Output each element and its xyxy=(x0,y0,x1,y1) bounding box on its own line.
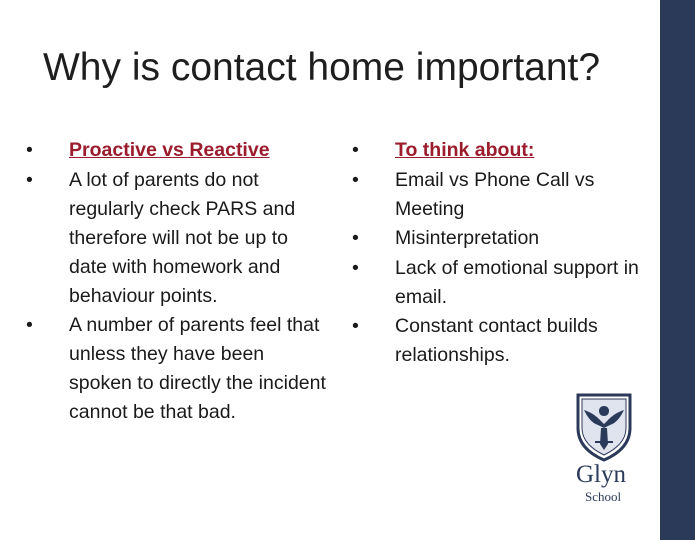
right-heading-item xyxy=(352,136,642,165)
bullet-icon: • xyxy=(352,256,359,279)
bullet-icon: • xyxy=(352,168,359,191)
bullet-icon: • xyxy=(352,139,359,161)
list-item-text: Email vs Phone Call vs Meeting xyxy=(395,168,595,220)
side-accent-bar xyxy=(660,0,695,540)
bullet-icon: • xyxy=(352,315,359,338)
bullet-icon: • xyxy=(26,314,33,337)
list-item-text: Misinterpretation xyxy=(395,227,540,250)
list-item xyxy=(352,312,642,370)
left-bullet-list xyxy=(26,136,326,428)
right-heading: To think about: xyxy=(395,139,535,161)
list-item-text: A number of parents feel that unless they have been spoken to directly the incident cannot be that bad. xyxy=(69,314,326,424)
logo-name: Glyn xyxy=(576,461,626,488)
list-item-text: Lack of emotional support in email. xyxy=(395,256,639,308)
list-item xyxy=(352,166,642,224)
left-heading-item xyxy=(26,136,326,165)
list-item-text: A lot of parents do not regularly check PARS and therefore will not be up to date with homework and behaviour points. xyxy=(69,168,296,307)
slide-title: Why is contact home important? xyxy=(43,46,601,89)
logo-subtitle: School xyxy=(585,489,622,504)
bullet-icon: • xyxy=(352,227,359,250)
bullet-icon: • xyxy=(26,168,33,191)
list-item xyxy=(352,224,642,253)
list-item xyxy=(352,254,642,312)
left-heading: Proactive vs Reactive xyxy=(69,139,270,161)
right-bullet-list xyxy=(352,136,642,371)
list-item xyxy=(26,311,326,427)
list-item xyxy=(26,166,326,311)
bullet-icon: • xyxy=(26,139,33,161)
list-item-text: Constant contact builds relationships. xyxy=(395,315,598,367)
